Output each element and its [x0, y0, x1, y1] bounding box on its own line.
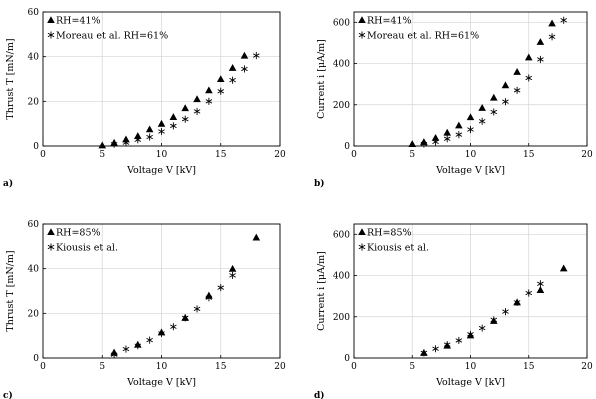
- x-tick-label: 20: [274, 362, 286, 372]
- legend-marker-triangle: [47, 228, 55, 235]
- y-tick-label: 600: [332, 230, 350, 241]
- legend-label: Kiousis et al.: [56, 242, 118, 254]
- data-point-triangle: [408, 140, 416, 147]
- x-tick-label: 10: [464, 150, 477, 160]
- x-axis-label: Voltage V [kV]: [127, 165, 196, 176]
- y-tick-label: 0: [344, 354, 350, 364]
- y-tick-label: 40: [27, 264, 39, 275]
- data-point-asterisk: [433, 346, 439, 352]
- legend-marker-triangle: [358, 228, 366, 235]
- data-point-triangle: [443, 129, 451, 136]
- data-point-asterisk: [171, 324, 177, 330]
- data-point-triangle: [537, 38, 545, 45]
- y-tick-label: 0: [33, 354, 39, 364]
- y-tick-label: 20: [27, 309, 39, 320]
- legend-marker-asterisk: [48, 244, 54, 250]
- legend-label: RH=41%: [367, 15, 412, 27]
- series-2: [111, 52, 259, 147]
- y-axis-label: Current i [μA/m]: [316, 39, 327, 119]
- x-axis-label: Voltage V [kV]: [127, 377, 196, 388]
- y-tick-label: 0: [344, 142, 350, 152]
- y-axis-label: Thrust T [mN/m]: [5, 250, 16, 332]
- legend-label: RH=85%: [367, 227, 412, 239]
- series-1: [420, 265, 567, 356]
- data-point-asterisk: [230, 272, 236, 278]
- x-tick-label: 15: [215, 362, 227, 372]
- data-point-asterisk: [479, 118, 485, 124]
- series-2: [111, 272, 235, 358]
- data-point-asterisk: [503, 98, 509, 104]
- legend-marker-asterisk: [359, 32, 365, 38]
- x-tick-label: 20: [581, 362, 593, 372]
- legend-label: RH=85%: [56, 227, 101, 239]
- y-tick-label: 40: [27, 52, 39, 63]
- y-tick-label: 200: [332, 100, 350, 111]
- x-tick-label: 15: [523, 362, 535, 372]
- data-point-asterisk: [123, 346, 129, 352]
- x-axis-label: Voltage V [kV]: [436, 165, 505, 176]
- legend: [47, 16, 168, 42]
- data-point-asterisk: [456, 337, 462, 343]
- x-tick-label: 10: [155, 362, 168, 372]
- y-axis-label: Current i [μA/m]: [316, 251, 327, 331]
- data-point-asterisk: [242, 66, 248, 72]
- x-tick-label: 15: [215, 150, 227, 160]
- data-point-triangle: [181, 104, 189, 111]
- data-point-asterisk: [444, 136, 450, 142]
- x-tick-label: 10: [464, 362, 477, 372]
- data-point-asterisk: [549, 34, 555, 40]
- panel-label: a): [3, 179, 14, 189]
- legend: [358, 228, 429, 254]
- data-point-asterisk: [218, 284, 224, 290]
- series-1: [98, 52, 248, 149]
- y-tick-label: 60: [27, 220, 39, 230]
- legend-marker-triangle: [47, 16, 55, 23]
- legend-marker-asterisk: [359, 244, 365, 250]
- data-point-triangle: [490, 94, 498, 101]
- data-point-asterisk: [194, 306, 200, 312]
- data-point-asterisk: [538, 281, 544, 287]
- panel-label: c): [3, 391, 13, 399]
- y-axis-label: Thrust T [mN/m]: [5, 38, 16, 120]
- legend: [47, 228, 118, 254]
- x-tick-label: 10: [155, 150, 168, 160]
- y-tick-label: 20: [27, 97, 39, 108]
- y-tick-label: 0: [33, 142, 39, 152]
- data-point-asterisk: [479, 325, 485, 331]
- data-point-triangle: [467, 113, 475, 120]
- series-1: [110, 234, 260, 356]
- x-tick-label: 5: [99, 150, 106, 160]
- data-point-triangle: [560, 265, 568, 272]
- data-point-asterisk: [468, 126, 474, 132]
- x-tick-label: 0: [351, 150, 357, 160]
- chart-panel-2: [314, 12, 593, 189]
- data-point-triangle: [158, 120, 166, 127]
- data-point-asterisk: [254, 52, 260, 58]
- x-tick-label: 0: [40, 150, 46, 160]
- data-point-triangle: [525, 54, 533, 61]
- data-point-triangle: [146, 125, 154, 132]
- data-point-triangle: [98, 142, 106, 149]
- legend-marker-triangle: [358, 16, 366, 23]
- data-point-asterisk: [538, 56, 544, 62]
- data-point-asterisk: [230, 77, 236, 83]
- data-point-asterisk: [491, 109, 497, 115]
- panel-label: d): [314, 391, 325, 399]
- legend-label: Moreau et al. RH=61%: [56, 30, 169, 42]
- data-point-asterisk: [218, 88, 224, 94]
- data-point-asterisk: [194, 108, 200, 114]
- data-point-asterisk: [159, 128, 165, 134]
- data-point-asterisk: [503, 308, 509, 314]
- chart-panel-1: [3, 8, 286, 189]
- legend-label: Kiousis et al.: [367, 242, 429, 254]
- x-tick-label: 5: [409, 150, 416, 160]
- x-tick-label: 20: [274, 150, 286, 160]
- y-tick-label: 200: [332, 312, 350, 323]
- x-tick-label: 20: [581, 150, 593, 160]
- chart-panel-4: [314, 224, 593, 399]
- data-point-triangle: [217, 75, 225, 82]
- data-point-triangle: [455, 122, 463, 129]
- data-point-triangle: [548, 20, 556, 27]
- data-point-asterisk: [526, 75, 532, 81]
- data-point-triangle: [229, 64, 237, 71]
- legend-label: Moreau et al. RH=61%: [367, 30, 480, 42]
- panel-label: b): [314, 179, 325, 189]
- y-tick-label: 600: [332, 18, 350, 29]
- data-point-asterisk: [526, 290, 532, 296]
- series-2: [421, 281, 543, 356]
- legend-label: RH=41%: [56, 15, 101, 27]
- legend-marker-asterisk: [48, 32, 54, 38]
- data-point-triangle: [502, 81, 510, 88]
- data-point-triangle: [193, 95, 201, 102]
- data-point-triangle: [229, 265, 237, 272]
- data-point-triangle: [170, 113, 178, 120]
- data-point-asterisk: [182, 116, 188, 122]
- x-tick-label: 5: [409, 362, 416, 372]
- data-point-asterisk: [147, 337, 153, 343]
- y-tick-label: 60: [27, 8, 39, 18]
- x-tick-label: 15: [523, 150, 535, 160]
- data-point-triangle: [253, 234, 261, 241]
- data-point-asterisk: [514, 87, 520, 93]
- x-tick-label: 0: [351, 362, 357, 372]
- legend: [358, 16, 479, 42]
- data-point-triangle: [205, 86, 213, 93]
- data-point-triangle: [241, 52, 249, 59]
- chart-panel-3: [3, 220, 286, 399]
- data-point-triangle: [513, 68, 521, 75]
- y-tick-label: 400: [332, 59, 350, 70]
- x-tick-label: 5: [99, 362, 106, 372]
- data-point-asterisk: [147, 134, 153, 140]
- y-tick-label: 400: [332, 271, 350, 282]
- x-tick-label: 0: [40, 362, 46, 372]
- data-point-asterisk: [456, 131, 462, 137]
- x-axis-label: Voltage V [kV]: [436, 377, 505, 388]
- data-point-asterisk: [171, 123, 177, 129]
